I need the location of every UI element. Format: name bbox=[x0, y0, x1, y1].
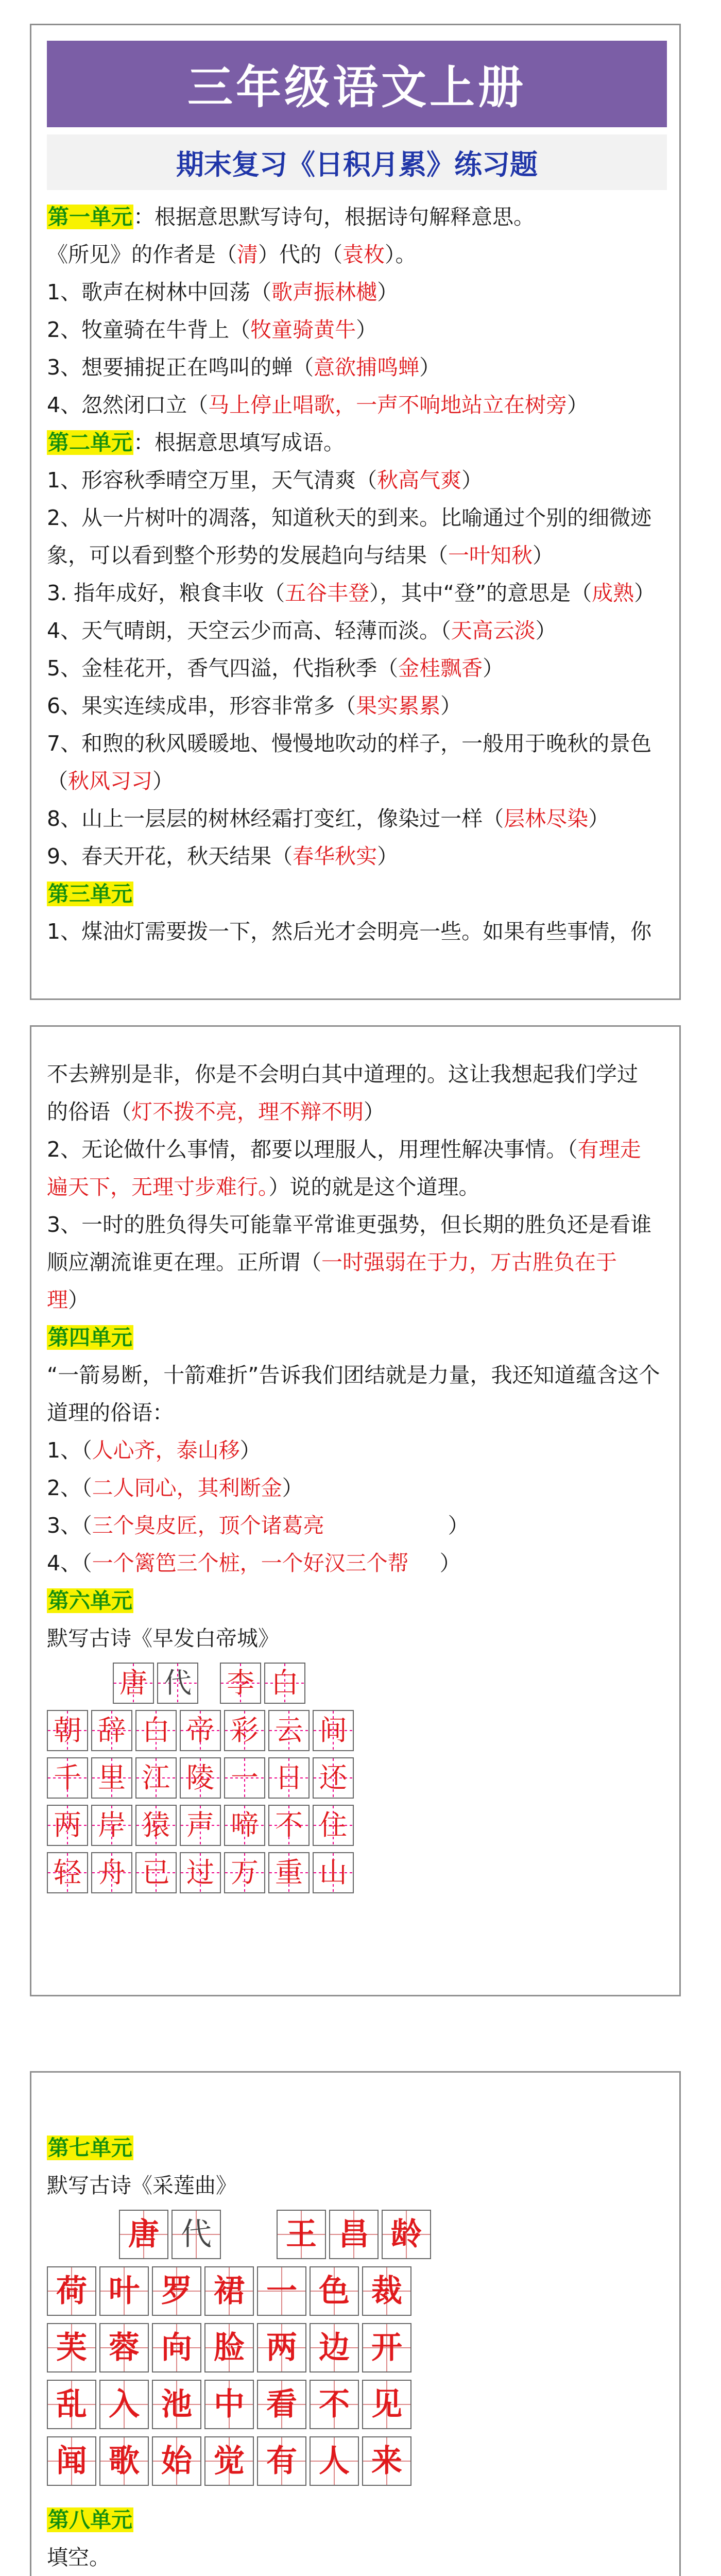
grid-cell: 岸 bbox=[91, 1805, 132, 1846]
unit8-intro: 填空。 bbox=[47, 2545, 110, 2570]
grid-cell: 重 bbox=[268, 1852, 310, 1893]
list-item: 1、（人心齐，泰山移） bbox=[47, 1438, 261, 1463]
poem-grid-zaofabaidicheng bbox=[47, 1663, 664, 1893]
grid-cell: 陵 bbox=[180, 1757, 221, 1799]
grid-cell: 歌 bbox=[99, 2436, 149, 2486]
list-item-cont: （秋风习习） bbox=[47, 769, 174, 793]
list-item-cont: 理） bbox=[47, 1287, 89, 1312]
worksheet-page-3 bbox=[30, 2071, 681, 2576]
list-item: 8、山上一层层的树林经霜打变红，像染过一样（层林尽染） bbox=[47, 806, 610, 831]
unit-tag: 第六单元 bbox=[48, 1588, 132, 1613]
grid-cell: 万 bbox=[224, 1852, 265, 1893]
grid-cell: 叶 bbox=[99, 2266, 149, 2316]
list-item-cont: 不去辨别是非，你是不会明白其中道理的。这让我想起我们学过 bbox=[47, 1062, 638, 1087]
unit-tag: 第一单元 bbox=[48, 205, 132, 229]
grid-cell: 乱 bbox=[47, 2380, 96, 2429]
unit-tag: 第二单元 bbox=[48, 430, 132, 455]
grid-cell: 白 bbox=[135, 1710, 177, 1751]
grid-cell: 脸 bbox=[204, 2323, 254, 2372]
grid-cell: 帝 bbox=[180, 1710, 221, 1751]
grid-cell: 李 bbox=[220, 1663, 261, 1704]
list-item: 1、煤油灯需要拨一下，然后光才会明亮一些。如果有些事情，你 bbox=[47, 919, 652, 944]
poem-header-row bbox=[119, 2210, 664, 2259]
list-item-cont: 遍天下，无理寸步难行。）说的就是这个道理。 bbox=[47, 1175, 480, 1199]
unit4-intro-cont: 道理的俗语： bbox=[47, 1400, 174, 1425]
page-2-content bbox=[47, 1056, 664, 1900]
author-question: 《所见》的作者是（清）代的（袁枚）。 bbox=[47, 242, 417, 267]
unit4-intro: “一箭易断，十箭难折”告诉我们团结就是力量，我还知道蕴含这个 bbox=[47, 1363, 660, 1387]
grid-cell: 朝 bbox=[47, 1710, 88, 1751]
list-item: 2、（二人同心，其利断金） bbox=[47, 1476, 303, 1500]
grid-cell: 不 bbox=[268, 1805, 310, 1846]
grid-cell: 来 bbox=[362, 2436, 411, 2486]
list-item: 1、歌声在树林中回荡（歌声振林樾） bbox=[47, 280, 399, 304]
grid-cell: 山 bbox=[313, 1852, 354, 1893]
grid-cell: 不 bbox=[310, 2380, 359, 2429]
grid-cell: 猿 bbox=[135, 1805, 177, 1846]
worksheet-page-2 bbox=[30, 1025, 681, 1996]
grid-cell: 池 bbox=[152, 2380, 201, 2429]
list-item-cont: 的俗语（灯不拨不亮，理不辩不明） bbox=[47, 1099, 385, 1124]
grid-cell: 向 bbox=[152, 2323, 201, 2372]
poem-row bbox=[47, 2323, 664, 2372]
grid-cell: 裙 bbox=[204, 2266, 254, 2316]
grid-cell: 芙 bbox=[47, 2323, 96, 2372]
list-item-cont: 象，可以看到整个形势的发展趋向与结果（一叶知秋） bbox=[47, 543, 554, 568]
list-item: 4、（一个篱笆三个桩，一个好汉三个帮 ） bbox=[47, 1551, 461, 1575]
unit4-heading bbox=[47, 1319, 664, 1357]
grid-cell: 边 bbox=[310, 2323, 359, 2372]
unit7-heading bbox=[47, 2129, 664, 2167]
page-subtitle: 期末复习《日积月累》练习题 bbox=[47, 134, 667, 190]
list-item: 4、天气晴朗，天空云少而高、轻薄而淡。（天高云淡） bbox=[47, 618, 557, 643]
poem-grid-cailianqu bbox=[47, 2210, 664, 2486]
grid-cell: 色 bbox=[310, 2266, 359, 2316]
unit6-heading bbox=[47, 1582, 664, 1620]
unit6-prompt: 默写古诗《早发白帝城》 bbox=[47, 1626, 279, 1651]
grid-cell: 一 bbox=[257, 2266, 306, 2316]
grid-cell: 两 bbox=[257, 2323, 306, 2372]
list-item: 3、一时的胜负得失可能靠平常谁更强势，但长期的胜负还是看谁 bbox=[47, 1212, 652, 1237]
worksheet-page-1 bbox=[30, 24, 681, 1000]
unit2-heading: 第二单元：根据意思填写成语。 bbox=[48, 430, 345, 455]
unit7-prompt: 默写古诗《采莲曲》 bbox=[47, 2173, 237, 2198]
list-item: 4、忽然闭口立（马上停止唱歌，一声不响地站立在树旁） bbox=[47, 393, 589, 417]
grid-cell: 有 bbox=[257, 2436, 306, 2486]
grid-cell: 始 bbox=[152, 2436, 201, 2486]
page-title: 三年级语文上册 bbox=[47, 41, 667, 127]
grid-cell: 入 bbox=[99, 2380, 149, 2429]
grid-cell: 里 bbox=[91, 1757, 132, 1799]
grid-cell: 轻 bbox=[47, 1852, 88, 1893]
grid-cell: 江 bbox=[135, 1757, 177, 1799]
grid-cell: 啼 bbox=[224, 1805, 265, 1846]
grid-cell: 昌 bbox=[329, 2210, 379, 2259]
list-item: 5、金桂花开，香气四溢，代指秋季（金桂飘香） bbox=[47, 656, 504, 681]
grid-cell: 代 bbox=[157, 1663, 198, 1704]
grid-cell: 舟 bbox=[91, 1852, 132, 1893]
page-3-content bbox=[47, 2129, 664, 2576]
list-item: 2、牧童骑在牛背上（牧童骑黄牛） bbox=[47, 317, 377, 342]
grid-cell: 看 bbox=[257, 2380, 306, 2429]
unit-tag: 第八单元 bbox=[48, 2507, 132, 2532]
unit8-heading bbox=[47, 2501, 664, 2539]
list-item: 2、无论做什么事情，都要以理服人，用理性解决事情。（有理走 bbox=[47, 1137, 641, 1162]
list-item: 3. 指年成好，粮食丰收（五谷丰登），其中“登”的意思是（成熟） bbox=[47, 581, 656, 605]
poem-row bbox=[47, 2436, 664, 2486]
grid-cell: 间 bbox=[313, 1710, 354, 1751]
list-item: 1、形容秋季晴空万里，天气清爽（秋高气爽） bbox=[47, 468, 483, 493]
grid-cell: 唐 bbox=[119, 2210, 168, 2259]
grid-cell: 王 bbox=[277, 2210, 326, 2259]
unit1-heading: 第一单元：根据意思默写诗句，根据诗句解释意思。 bbox=[48, 205, 535, 229]
grid-cell: 代 bbox=[171, 2210, 221, 2259]
list-item-cont: 顺应潮流谁更在理。正所谓（一时强弱在于力，万古胜负在于 bbox=[47, 1250, 617, 1275]
unit-tag: 第七单元 bbox=[48, 2136, 132, 2160]
grid-cell: 白 bbox=[264, 1663, 305, 1704]
list-item: 6、果实连续成串，形容非常多（果实累累） bbox=[47, 693, 462, 718]
grid-cell: 辞 bbox=[91, 1710, 132, 1751]
poem-row bbox=[47, 1757, 664, 1799]
poem-row bbox=[47, 2380, 664, 2429]
grid-cell: 龄 bbox=[382, 2210, 431, 2259]
grid-cell: 荷 bbox=[47, 2266, 96, 2316]
grid-cell: 过 bbox=[180, 1852, 221, 1893]
grid-cell: 见 bbox=[362, 2380, 411, 2429]
grid-cell: 千 bbox=[47, 1757, 88, 1799]
grid-cell: 罗 bbox=[152, 2266, 201, 2316]
poem-row bbox=[47, 1852, 664, 1893]
grid-cell: 闻 bbox=[47, 2436, 96, 2486]
grid-cell: 裁 bbox=[362, 2266, 411, 2316]
poem-row bbox=[47, 1710, 664, 1751]
unit-tag: 第四单元 bbox=[48, 1325, 132, 1350]
unit-tag: 第三单元 bbox=[48, 882, 132, 906]
grid-cell: 日 bbox=[268, 1757, 310, 1799]
grid-cell: 人 bbox=[310, 2436, 359, 2486]
grid-cell: 一 bbox=[224, 1757, 265, 1799]
poem-row bbox=[47, 1805, 664, 1846]
grid-cell: 觉 bbox=[204, 2436, 254, 2486]
unit3-heading bbox=[47, 875, 664, 913]
grid-cell: 两 bbox=[47, 1805, 88, 1846]
grid-cell: 还 bbox=[313, 1757, 354, 1799]
grid-cell: 云 bbox=[268, 1710, 310, 1751]
grid-cell: 蓉 bbox=[99, 2323, 149, 2372]
poem-row bbox=[47, 2266, 664, 2316]
grid-cell: 已 bbox=[135, 1852, 177, 1893]
list-item: 9、春天开花，秋天结果（春华秋实） bbox=[47, 844, 399, 869]
grid-cell: 开 bbox=[362, 2323, 411, 2372]
poem-header-row bbox=[113, 1663, 664, 1704]
grid-cell: 唐 bbox=[113, 1663, 154, 1704]
grid-cell: 彩 bbox=[224, 1710, 265, 1751]
page-1-content bbox=[47, 198, 664, 951]
grid-cell: 中 bbox=[204, 2380, 254, 2429]
list-item: 7、和煦的秋风暖暖地、慢慢地吹动的样子，一般用于晚秋的景色 bbox=[47, 731, 652, 756]
list-item: 3、（三个臭皮匠，顶个诸葛亮 ） bbox=[47, 1513, 469, 1538]
grid-cell: 住 bbox=[313, 1805, 354, 1846]
list-item: 2、从一片树叶的凋落，知道秋天的到来。比喻通过个别的细微迹 bbox=[47, 505, 652, 530]
list-item: 3、想要捕捉正在鸣叫的蝉（意欲捕鸣蝉） bbox=[47, 355, 441, 380]
grid-cell: 声 bbox=[180, 1805, 221, 1846]
